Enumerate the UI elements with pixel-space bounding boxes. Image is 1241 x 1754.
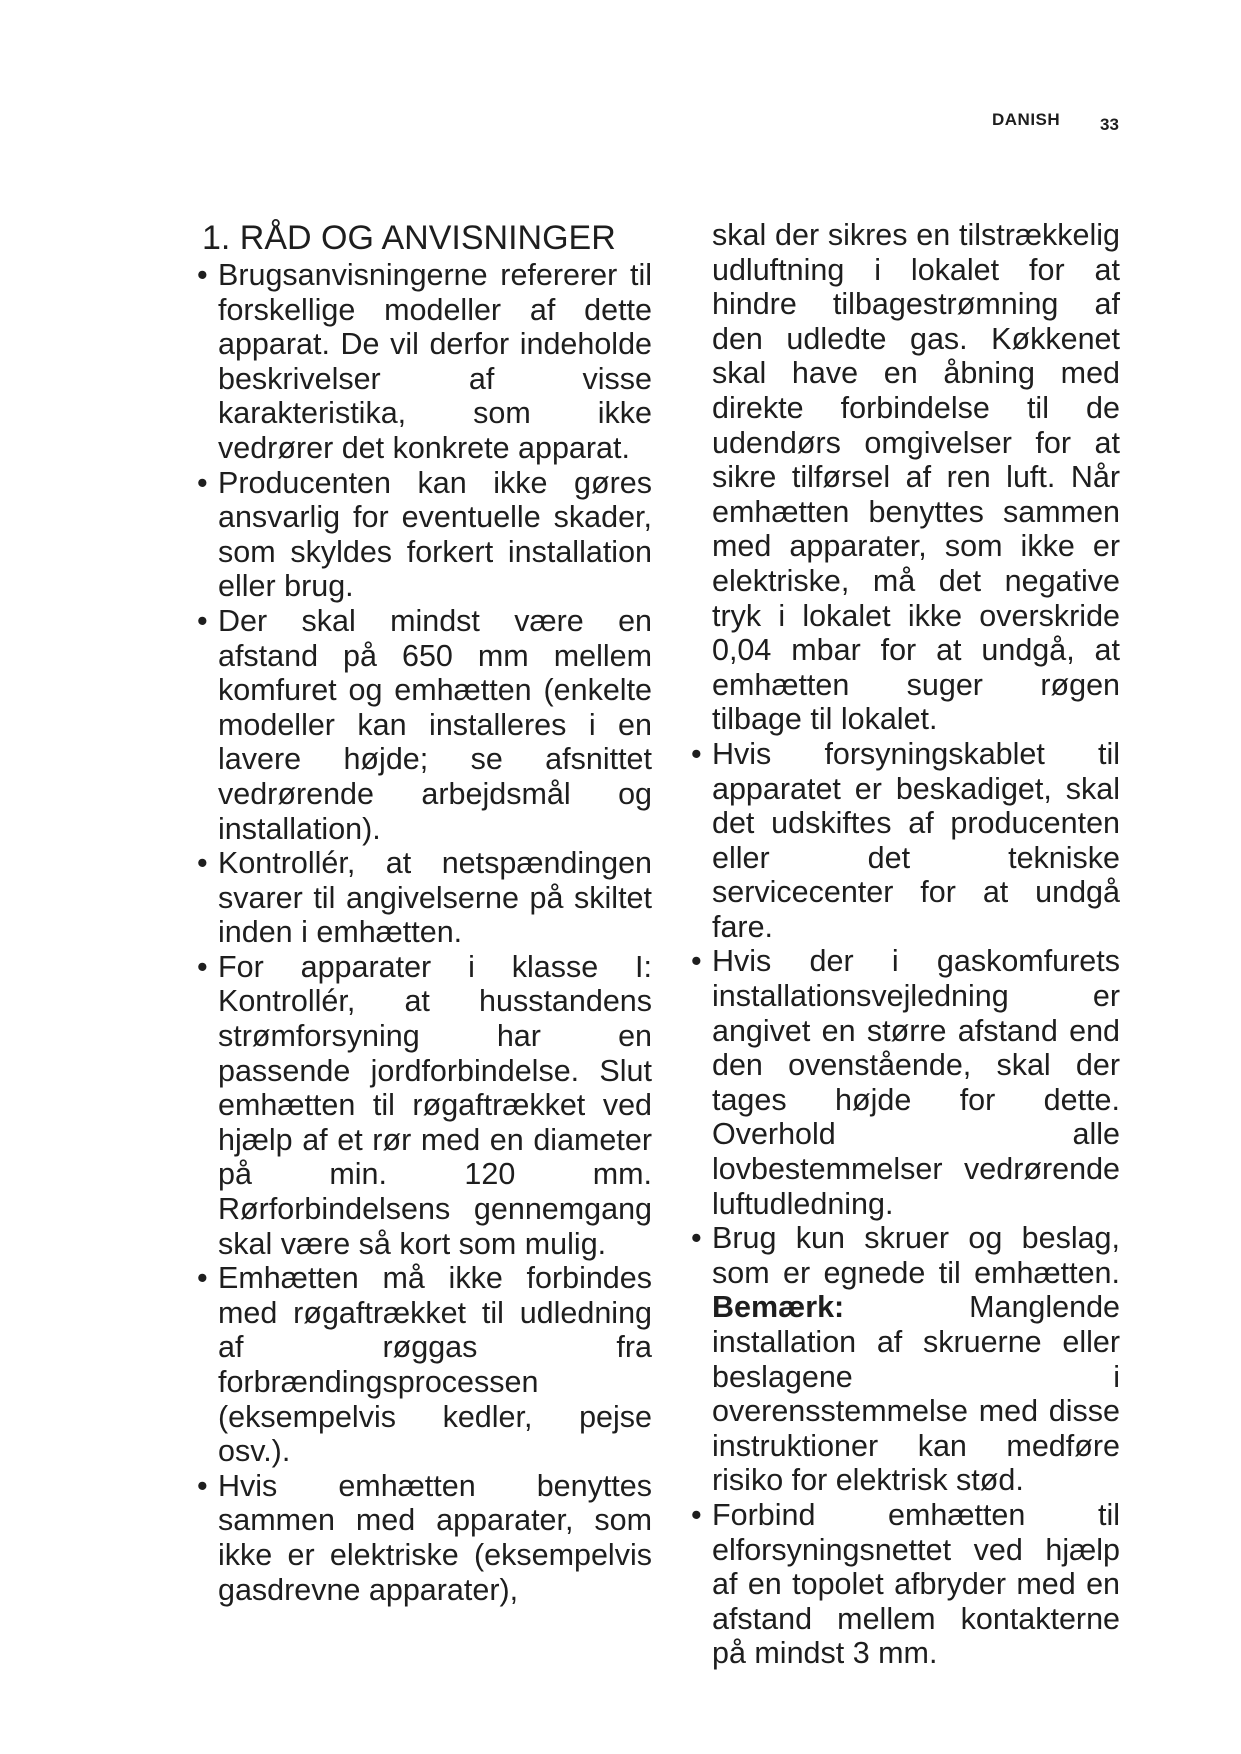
continued-paragraph: skal der sikres en tilstrækkelig udluftning i lokalet for at hindre tilbagestrømning af den udledte gas. Køkkenet skal have en åbning med direkte forbindelse til de udendørs omgivelser for at sikre tilførsel af ren luft. Når emhætten benyttes sammen med apparater, som ikke er elektriske, må det negative tryk i lokalet ikke overskride 0,04 mbar for at undgå, at emhætten suger røgen tilbage til lokalet.: [712, 218, 1120, 737]
bullet-icon: •: [691, 1221, 702, 1256]
bullet-icon: •: [197, 846, 208, 881]
bullet-icon: •: [691, 1497, 702, 1532]
list-item: • Brugsanvisningerne refererer til forskellige modeller af dette apparat. De vil derfor indeholde beskrivelser af visse karakteristika, som ikke vedrører det konkrete apparat.: [197, 258, 652, 465]
bullet-icon: •: [197, 258, 208, 292]
list-item: • Kontrollér, at netspændingen svarer til angivelserne på skiltet inden i emhætten.: [197, 846, 652, 950]
note-label: Bemærk:: [712, 1290, 845, 1325]
list-item: • Hvis forsyningskablet til apparatet er beskadiget, skal det udskiftes af producenten eller det tekniske servicecenter for at undgå fare.: [691, 736, 1120, 944]
left-column: [197, 218, 652, 1607]
section-heading: 1. RÅD OG ANVISNINGER: [202, 219, 616, 257]
list-item: • Forbind emhætten til elforsyningsnettet ved hjælp af en topolet afbryder med en afstand mellem kontakterne på mindst 3 mm.: [691, 1497, 1120, 1671]
list-item: • Hvis emhætten benyttes sammen med apparater, som ikke er elektriske (eksempelvis gasdrevne apparater),: [197, 1468, 652, 1607]
language-label: DANISH: [992, 110, 1061, 129]
bullet-icon: •: [197, 949, 208, 984]
page-number: 33: [1100, 115, 1119, 134]
bullet-icon: •: [197, 1261, 208, 1296]
right-column: [691, 218, 1120, 1671]
list-item: • For apparater i klasse I: Kontrollér, at husstandens strømforsyning har en passende jordforbindelse. Slut emhætten til røgaftrækket ved hjælp af et rør med en diameter på min. 120 mm. Rørforbindelsens gennemgang skal være så kort som mulig.: [197, 949, 652, 1261]
list-item: • Brug kun skruer og beslag, som er egnede til emhætten. Bemærk: Manglende installation af skruerne eller beslagene i overensstemmelse med disse instruktioner kan medføre risiko for elektrisk stød.: [691, 1221, 1120, 1498]
list-item: • Producenten kan ikke gøres ansvarlig for eventuelle skader, som skyldes forkert installation eller brug.: [197, 465, 652, 604]
bullet-icon: •: [197, 1468, 208, 1503]
bullet-icon: •: [691, 736, 702, 771]
note-text: Manglende installation af skruerne eller beslagene i overensstemmelse med disse instruktioner kan medføre risiko for elektrisk stød.: [712, 1290, 1120, 1498]
list-item: • Hvis der i gaskomfurets installationsvejledning er angivet en større afstand end den ovenstående, skal der tages højde for dette. Overhold alle lovbestemmelser vedrørende luftudledning.: [691, 944, 1120, 1221]
bullet-icon: •: [197, 603, 208, 638]
list-item: • Emhætten må ikke forbindes med røgaftrækket til udledning af røggas fra forbrændingsprocessen (eksempelvis kedler, pejse osv.).: [197, 1261, 652, 1469]
list-item: • Der skal mindst være en afstand på 650 mm mellem komfuret og emhætten (enkelte modeller kan installeres i en lavere højde; se afsnittet vedrørende arbejdsmål og installation).: [197, 603, 652, 846]
page-header: [960, 108, 1120, 138]
bullet-icon: •: [691, 944, 702, 979]
bullet-icon: •: [197, 465, 208, 500]
